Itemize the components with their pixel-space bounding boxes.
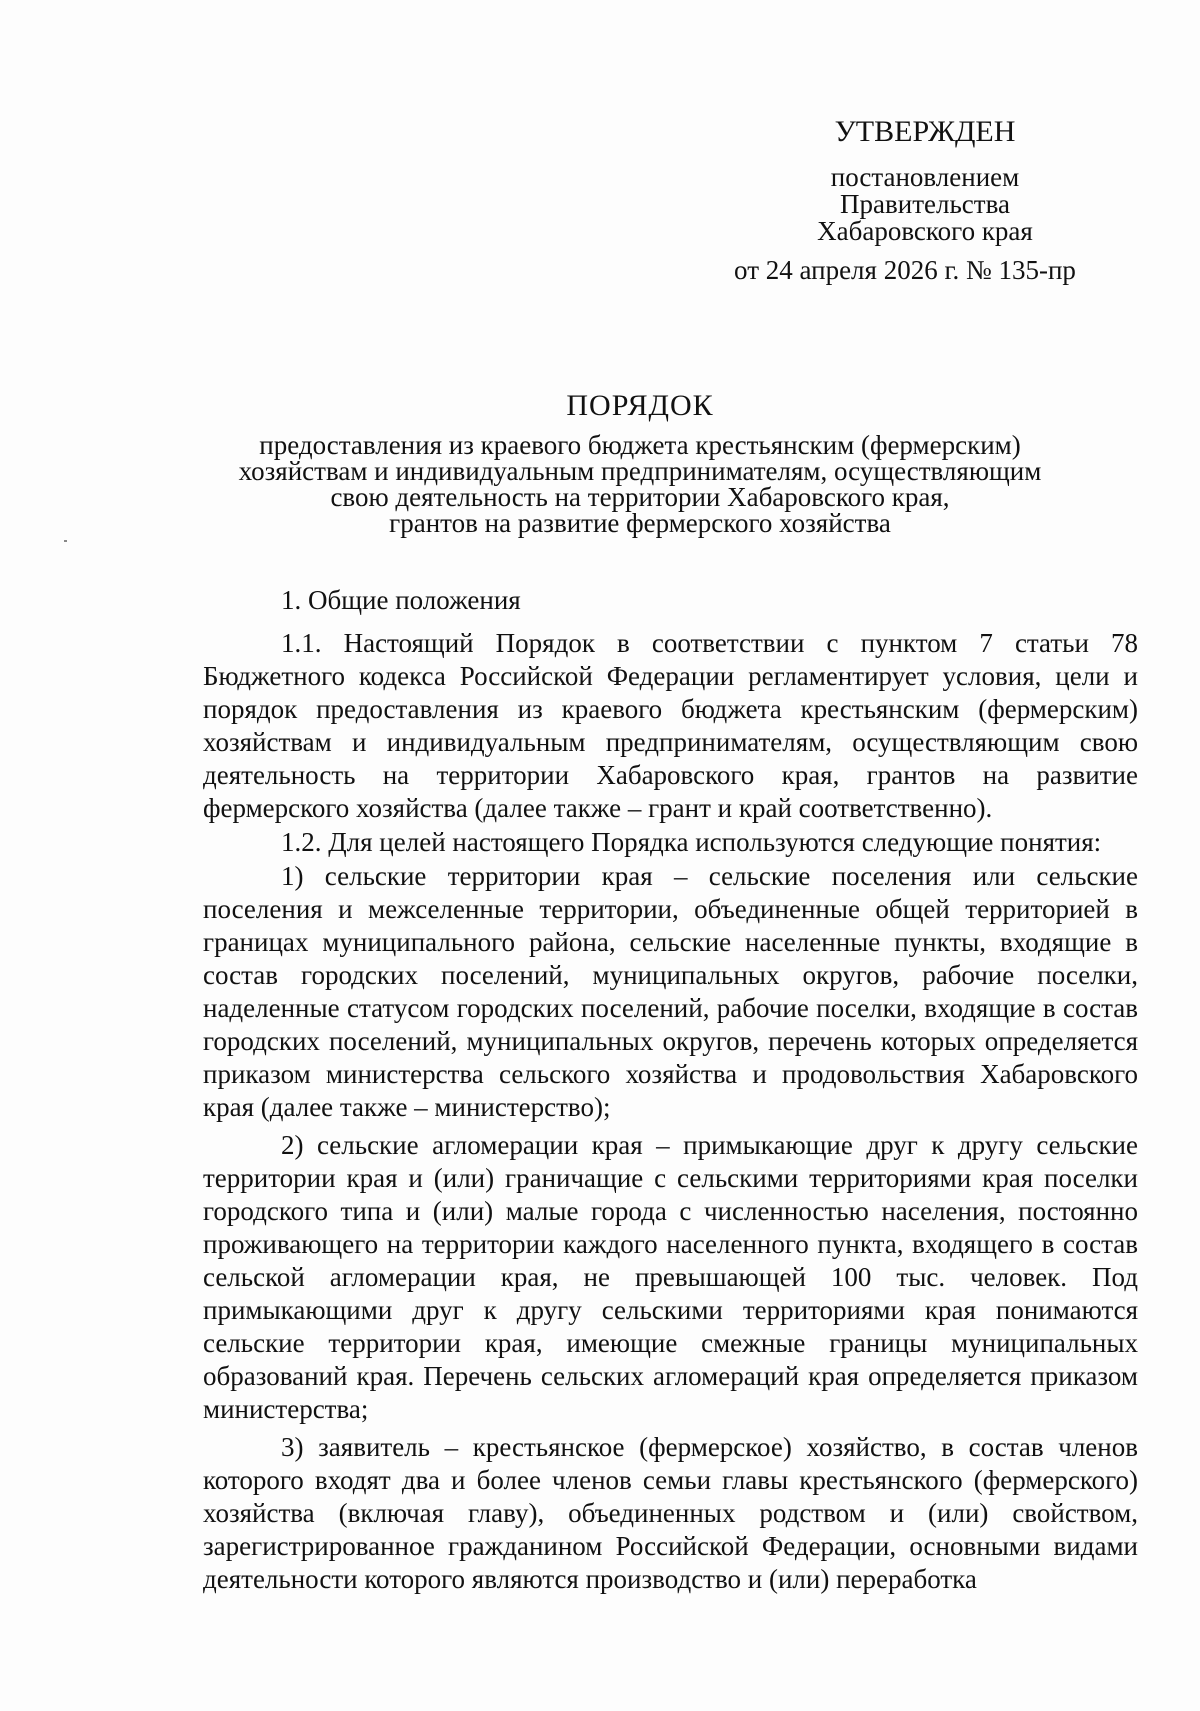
approval-line: постановлением bbox=[830, 162, 1020, 192]
approval-date: от 24 апреля 2026 г. № 135-пр bbox=[734, 255, 1076, 285]
document-subtitle bbox=[0, 432, 1200, 536]
subtitle-line: хозяйствам и индивидуальным предпринимателям, осуществляющим bbox=[238, 456, 1042, 486]
approval-line: Хабаровского края bbox=[817, 216, 1033, 246]
approval-line: Правительства bbox=[840, 189, 1010, 219]
document-body bbox=[203, 584, 1138, 1597]
document-title: ПОРЯДОК bbox=[566, 389, 714, 422]
scan-speck bbox=[64, 540, 67, 542]
paragraph: 3) заявитель – крестьянское (фермерское) хозяйство, в состав членов которого входят два и более членов семьи главы крестьянского (фермерского) хозяйства (включая главу), объединенных родством и (или) свойством, зарегистрированное гражданином Российской Федерации, основными видами деятельности которого являются производство и (или) переработка bbox=[203, 1432, 1138, 1594]
paragraph: 1.2. Для целей настоящего Порядка используются следующие понятия: bbox=[281, 827, 1102, 857]
subtitle-line: грантов на развитие фермерского хозяйства bbox=[389, 508, 891, 538]
paragraph: 1.1. Настоящий Порядок в соответствии с пунктом 7 статьи 78 Бюджетного кодекса Российской Федерации регламентирует условия, цели и порядок предоставления из краевого бюджета крестьянским (фермерским) хозяйствам и индивидуальным предпринимателям, осуществляющим свою деятельность на территории Хабаровского края, грантов на развитие фермерского хозяйства (далее также – грант и край соответственно). bbox=[203, 628, 1138, 823]
subtitle-line: предоставления из краевого бюджета крестьянским (фермерским) bbox=[259, 430, 1021, 460]
section-heading: 1. Общие положения bbox=[281, 585, 521, 615]
subtitle-line: свою деятельность на территории Хабаровского края, bbox=[330, 482, 950, 512]
approval-block bbox=[734, 112, 1180, 285]
approval-heading: УТВЕРЖДЕН bbox=[834, 115, 1016, 148]
paragraph: 1) сельские территории края – сельские поселения или сельские поселения и межселенные территории, объединенные общей территорией в границах муниципального района, сельские населенные пункты, входящие в состав городских поселений, муниципальных округов, рабочие поселки, наделенные статусом городских поселений, рабочие поселки, входящие в состав городских поселений, муниципальных округов, перечень которых определяется приказом министерства сельского хозяйства и продовольствия Хабаровского края (далее также – министерство); bbox=[203, 861, 1138, 1122]
paragraph: 2) сельские агломерации края – примыкающие друг к другу сельские территории края и (или) граничащие с сельскими территориями края поселки городского типа и (или) малые города с численностью населения, постоянно проживающего на территории каждого населенного пункта, входящего в состав сельской агломерации края, не превышающей 100 тыс. человек. Под примыкающими друг к другу сельскими территориями края понимаются сельские территории края, имеющие смежные границы муниципальных образований края. Перечень сельских агломераций края определяется приказом министерства; bbox=[203, 1130, 1138, 1424]
